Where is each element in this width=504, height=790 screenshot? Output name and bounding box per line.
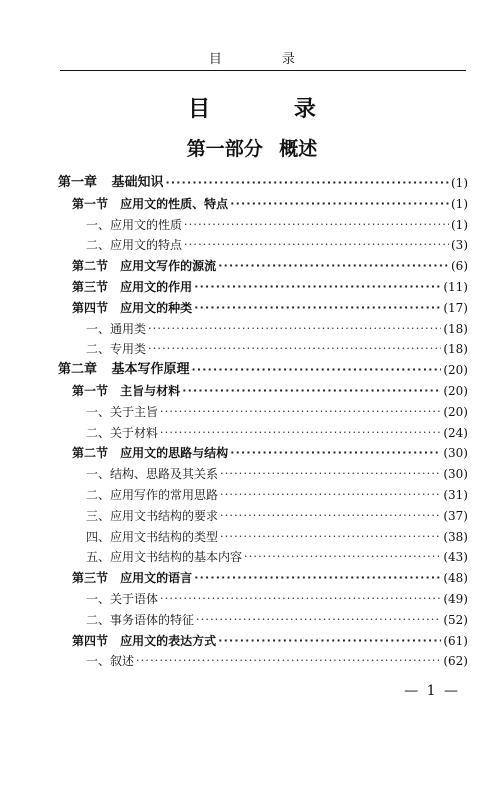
- toc-entry-text: 第二节 应用文的思路与结构: [72, 446, 229, 461]
- toc-entry-page: (24): [443, 425, 468, 440]
- page-number: — 1 —: [404, 683, 460, 699]
- toc-entry-item[interactable]: [86, 421, 468, 441]
- toc-entry-text: 第一节 主旨与材料: [72, 384, 181, 398]
- dot-leader: [194, 300, 441, 316]
- toc-entry-item[interactable]: [86, 587, 468, 607]
- toc-entry-item[interactable]: [86, 649, 468, 669]
- toc-title: 目 录: [188, 97, 354, 122]
- toc-entry-item[interactable]: [86, 483, 468, 503]
- toc-entry-section[interactable]: [72, 629, 468, 649]
- dot-leader: [220, 466, 441, 482]
- toc-entry-page: (37): [443, 508, 468, 523]
- header-rule: [60, 70, 466, 71]
- toc-entry-text: 二、专用类: [86, 342, 147, 357]
- toc-entry-page: (1): [451, 217, 468, 232]
- toc-entry-text: 四、应用文书结构的类型: [86, 529, 219, 544]
- toc-entry-section[interactable]: [72, 379, 468, 399]
- toc-entry-section[interactable]: [72, 192, 468, 212]
- dot-leader: [148, 321, 441, 337]
- dot-leader: [218, 633, 441, 649]
- dot-leader: [166, 175, 449, 191]
- dot-leader: [230, 445, 441, 461]
- dot-leader: [194, 570, 441, 586]
- toc-entry-chapter[interactable]: [58, 171, 468, 191]
- dot-leader: [220, 508, 441, 524]
- toc-entry-text: 第四节 应用文的种类: [72, 300, 193, 315]
- toc-entry-text: 二、应用写作的常用思路: [86, 488, 219, 502]
- toc-entry-page: (11): [443, 280, 468, 294]
- toc-entry-text: 一、结构、思路及其关系: [86, 467, 219, 482]
- toc-entry-page: (31): [443, 488, 468, 502]
- toc-entry-text: 一、通用类: [86, 321, 147, 336]
- toc-entry-text: 二、关于材料: [86, 425, 159, 440]
- toc-entry-page: (30): [443, 467, 468, 482]
- dot-leader: [220, 487, 441, 503]
- toc-entry-text: 第二节 应用文写作的源流: [72, 259, 217, 274]
- toc-entry-page: (20): [443, 384, 468, 398]
- dot-leader: [230, 196, 449, 212]
- dot-leader: [160, 404, 441, 420]
- toc-entry-text: 第一章 基础知识: [58, 175, 164, 190]
- toc-entry-item[interactable]: [86, 213, 468, 233]
- toc-entry-chapter[interactable]: [58, 358, 468, 378]
- toc-entry-page: (1): [451, 196, 468, 211]
- dot-leader: [244, 549, 441, 565]
- toc-entry-page: (62): [443, 654, 468, 669]
- toc-entry-section[interactable]: [72, 254, 468, 274]
- dot-leader: [220, 529, 441, 545]
- toc-entry-section[interactable]: [72, 296, 468, 316]
- dot-leader: [160, 425, 441, 441]
- dot-leader: [136, 653, 441, 669]
- toc-entry-page: (17): [443, 300, 468, 315]
- toc-entry-item[interactable]: [86, 317, 468, 337]
- toc-entry-text: 第三节 应用文的作用: [72, 280, 193, 294]
- toc-entry-page: (20): [443, 404, 468, 419]
- toc-entry-item[interactable]: [86, 545, 468, 565]
- toc-entry-item[interactable]: [86, 608, 468, 628]
- toc-entry-item[interactable]: [86, 337, 468, 357]
- toc-entry-page: (3): [451, 238, 468, 253]
- toc-entry-text: 一、应用文的性质: [86, 217, 183, 232]
- toc-entry-text: 一、关于语体: [86, 592, 159, 606]
- toc-entry-page: (30): [443, 446, 468, 461]
- dot-leader: [184, 217, 449, 233]
- toc-entry-text: 二、事务语体的特征: [86, 612, 195, 627]
- running-head: 目 录: [208, 52, 324, 67]
- toc-entry-text: 第四节 应用文的表达方式: [72, 633, 217, 648]
- toc-entry-text: 二、应用文的特点: [86, 238, 183, 253]
- toc-entry-page: (6): [451, 259, 468, 274]
- dot-leader: [218, 258, 449, 274]
- toc-entry-page: (1): [451, 176, 468, 190]
- toc-entry-text: 第二章 基本写作原理: [58, 362, 190, 378]
- toc-entry-text: 第三节 应用文的语言: [72, 571, 193, 586]
- toc-entry-page: (52): [443, 612, 468, 627]
- dot-leader: [194, 279, 441, 295]
- toc-entry-item[interactable]: [86, 400, 468, 420]
- toc-entry-page: (38): [443, 529, 468, 544]
- dot-leader: [160, 591, 441, 607]
- toc-entry-page: (48): [443, 571, 468, 586]
- toc-entry-page: (61): [443, 633, 468, 648]
- toc-entry-text: 一、叙述: [86, 654, 135, 669]
- toc-entry-page: (43): [443, 550, 468, 565]
- toc-entry-text: 一、关于主旨: [86, 404, 159, 419]
- toc-entry-text: 五、应用文书结构的基本内容: [86, 550, 243, 565]
- dot-leader: [182, 383, 441, 399]
- dot-leader: [184, 237, 449, 253]
- toc-entry-section[interactable]: [72, 275, 468, 295]
- toc-entry-item[interactable]: [86, 525, 468, 545]
- toc-entry-item[interactable]: [86, 233, 468, 253]
- dot-leader: [148, 341, 441, 357]
- toc-entry-text: 三、应用文书结构的要求: [86, 508, 219, 523]
- toc-entry-page: (18): [443, 321, 468, 336]
- toc-entry-page: (18): [443, 342, 468, 357]
- toc-entry-page: (20): [443, 363, 468, 378]
- dot-leader: [192, 362, 442, 378]
- part-title: 第一部分 概述: [186, 138, 318, 160]
- dot-leader: [196, 612, 441, 628]
- toc-entry-section[interactable]: [72, 566, 468, 586]
- toc-entry-section[interactable]: [72, 441, 468, 461]
- toc-entry-page: (49): [443, 592, 468, 606]
- toc-entry-item[interactable]: [86, 462, 468, 482]
- toc-entry-item[interactable]: [86, 504, 468, 524]
- toc-entry-text: 第一节 应用文的性质、特点: [72, 196, 229, 211]
